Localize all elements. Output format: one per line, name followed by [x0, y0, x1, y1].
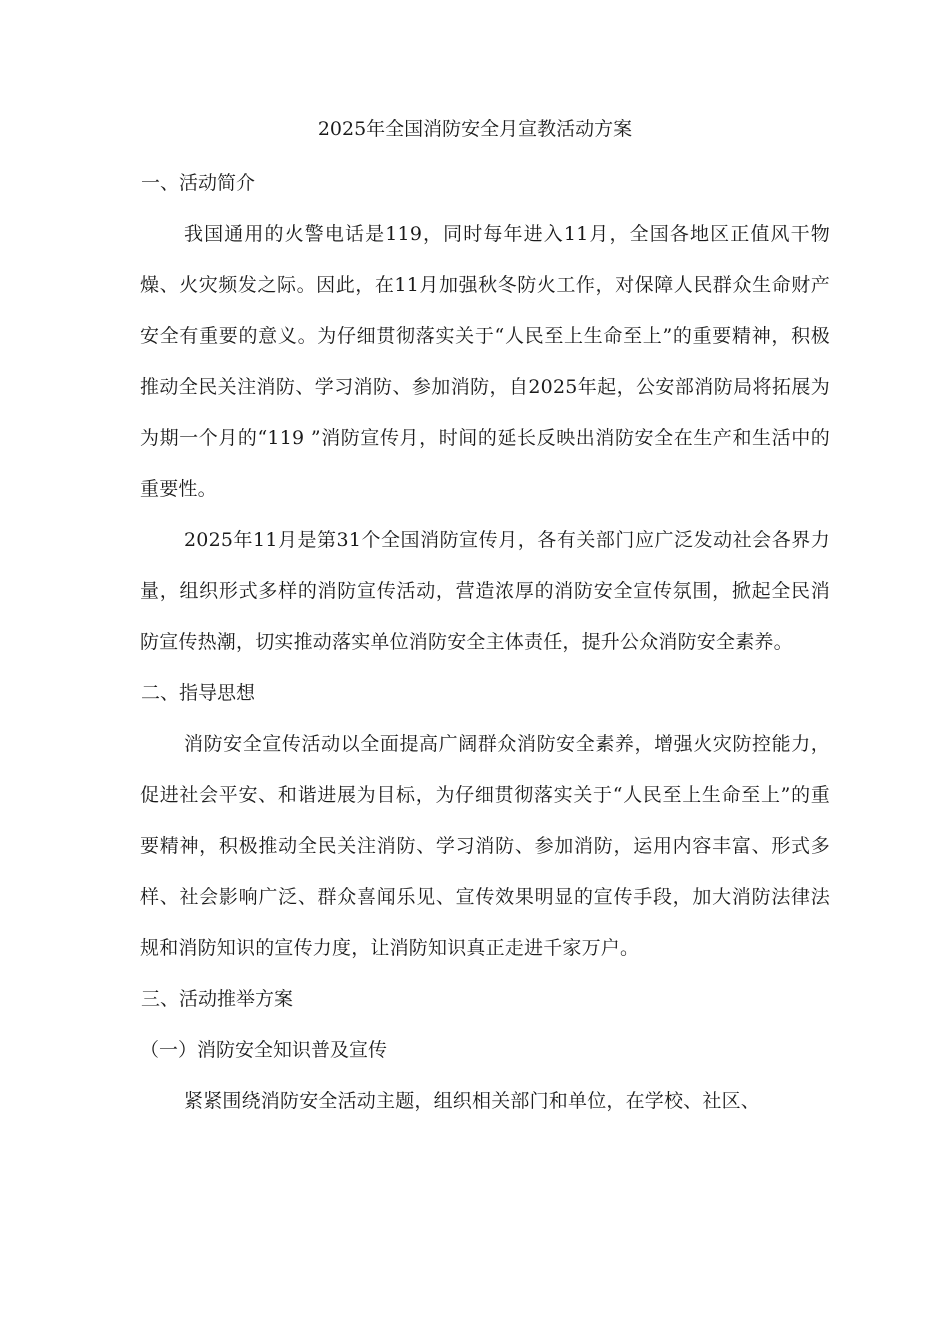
paragraph: 消防安全宣传活动以全面提高广阔群众消防安全素养，增强火灾防控能力，促进社会平安、和谐进展为目标，为仔细贯彻落实关于“人民至上生命至上”的重要精神，积极推动全民关注消防、学习消防、参加消防，运用内容丰富、形式多样、社会影响广泛、群众喜闻乐见、宣传效果明显的宣传手段，加大消防法律法规和消防知识的宣传力度，让消防知识真正走进千家万户。 [140, 733, 830, 959]
section-heading: 三、活动推举方案 [141, 988, 294, 1010]
paragraph: 我国通用的火警电话是119，同时每年进入11月，全国各地区正值风干物燥、火灾频发之际。因此，在11月加强秋冬防火工作，对保障人民群众生命财产安全有重要的意义。为仔细贯彻落实关于“人民至上生命至上”的重要精神，积极推动全民关注消防、学习消防、参加消防，自2025年起，公安部消防局将拓展为为期一个月的“119 ”消防宣传月，时间的延长反映出消防安全在生产和生活中的重要性。 [140, 223, 830, 500]
paragraph: 紧紧围绕消防安全活动主题，组织相关部门和单位，在学校、社区、 [184, 1090, 761, 1112]
document-title: 2025年全国消防安全月宣教活动方案 [317, 118, 633, 140]
section-heading: 二、指导思想 [141, 682, 256, 704]
section-heading: 一、活动简介 [141, 172, 256, 194]
subsection-heading: （一）消防安全知识普及宣传 [140, 1039, 388, 1061]
paragraph: 2025年11月是第31个全国消防宣传月，各有关部门应广泛发动社会各界力量，组织形式多样的消防宣传活动，营造浓厚的消防安全宣传氛围，掀起全民消防宣传热潮，切实推动落实单位消防安全主体责任，提升公众消防安全素养。 [140, 529, 830, 653]
document-body [140, 158, 830, 1127]
